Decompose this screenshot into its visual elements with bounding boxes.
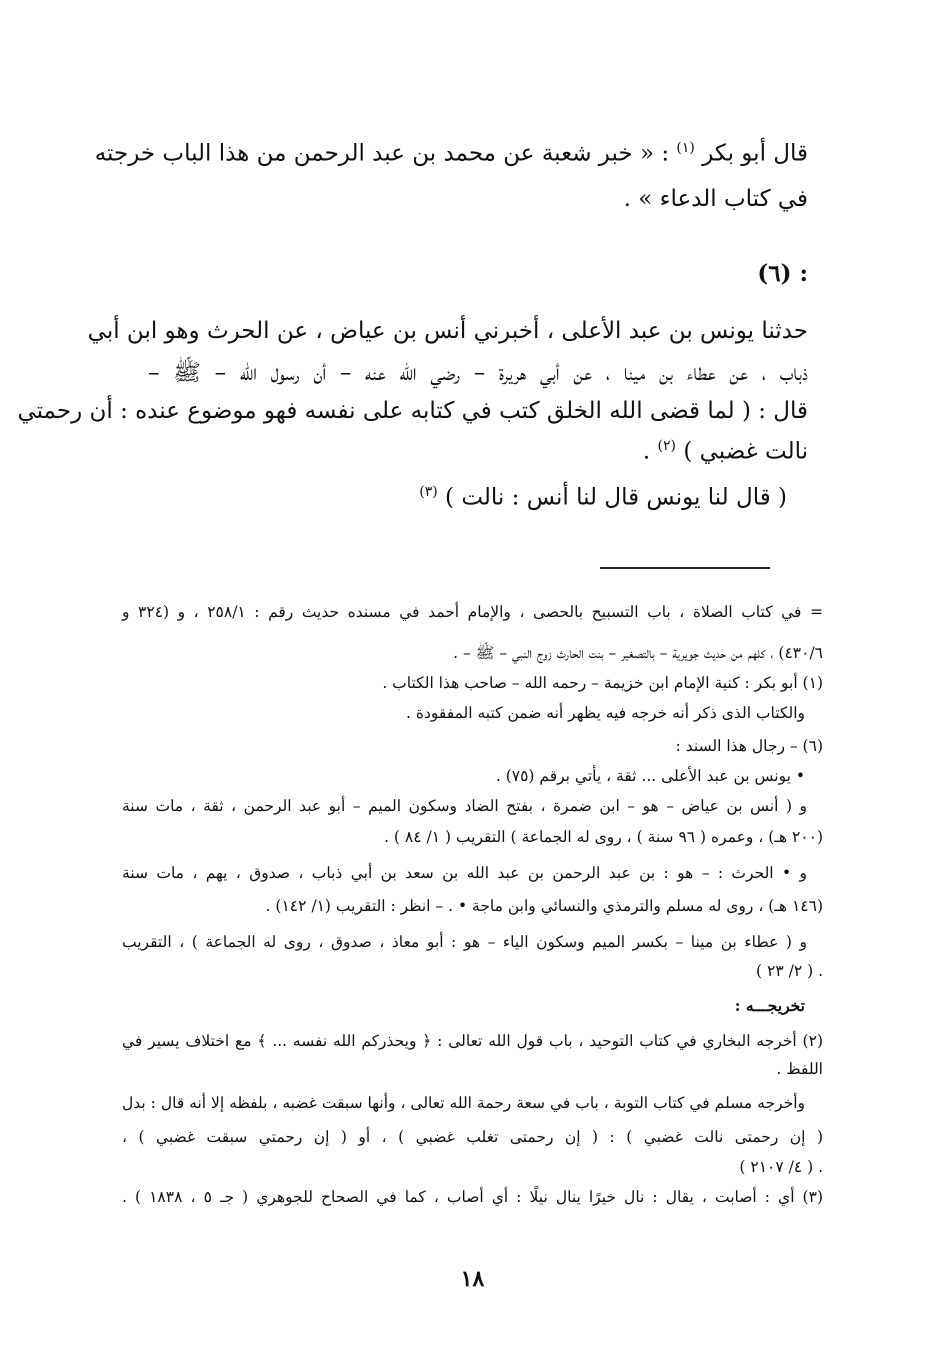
- text: نالت غضبي ): [683, 438, 808, 465]
- footnote-line: ٤٣٠/٦) ، كلهم من حديث جويرية – بالتصغير – بنت الحارث زوج النبي – ﷺ – .: [453, 644, 823, 662]
- footnote-line: و • الحرث : – هو : بن عبد الرحمن بن عبد الله بن سعد بن أبي ذباب ، صدوق ، يهم ، مات سنة: [122, 864, 807, 882]
- footnote-line: = في كتاب الصلاة ، باب التسبيح بالحصى ، والإمام أحمد في مسنده حديث رقم : ٢٥٨/١ ، و (٣٢٤ و: [122, 603, 824, 621]
- footnote-line: اللفظ .: [776, 1060, 823, 1078]
- footnote-line: ( إن رحمتى نالت غضبي ) : ( إن رحمتى تغلب غضبي ) ، أو ( إن رحمتي سبقت غضبي ) ،: [122, 1128, 823, 1146]
- footnote-line: . ( ٢/ ٢٣ ): [756, 962, 823, 980]
- paragraph-3-line-1: [419, 484, 787, 511]
- text: .: [642, 438, 651, 465]
- text: : « خبر شعبة عن محمد بن عبد الرحمن من هذا الباب خرجته: [94, 140, 670, 167]
- footnote-ref-2: (٢): [657, 438, 676, 454]
- footnote-ref-1: (١): [676, 140, 695, 156]
- footnote-line: و ( أنس بن عياض – هو – ابن ضمرة ، بفتح الضاد وسكون الميم – أبو عبد الرحمن ، ثقة ، مات سنة: [122, 797, 807, 815]
- hadith-number-heading: : (٦): [757, 260, 808, 287]
- text: قال أبو بكر: [702, 140, 808, 167]
- takhrij-heading: تخريجـــه :: [734, 996, 805, 1015]
- footnote-line: (١٤٦ هـ) ، روى له مسلم والترمذي والنسائي وابن ماجة • . – انظر : التقريب (١/ ١٤٢) .: [265, 897, 823, 915]
- footnote-line: (٣) أي : أصابت ، يقال : نال خيرًا ينال نيلًا : أي أصاب ، كما في الصحاح للجوهري ( جـ ٥ ، ١٨٣٨ ) .: [122, 1188, 823, 1206]
- paragraph-2-line-3: قال : ( لما قضى الله الخلق كتب في كتابه على نفسه فهو موضوع عنده : أن رحمتي: [17, 398, 808, 424]
- footnote-line: و ( عطاء بن مينا – بكسر الميم وسكون الياء – هو : أبو معاذ ، صدوق ، روى له الجماعة ) ، التقريب: [122, 933, 807, 951]
- footnote-line: (٢٠٠ هـ) ، وعمره ( ٩٦ سنة ) ، روى له الجماعة ) التقريب ( ١/ ٨٤ ) .: [384, 828, 823, 846]
- footnote-ref-3b: (٣): [419, 484, 438, 500]
- footnote-line: وأخرجه مسلم في كتاب التوبة ، باب في سعة رحمة الله تعالى ، وأنها سبقت غضبه ، بلفظه إلا أنه قال : بدل: [122, 1094, 805, 1112]
- paragraph-2-line-1: حدثنا يونس بن عبد الأعلى ، أخبرني أنس بن عياض ، عن الحرث وهو ابن أبي: [87, 318, 808, 344]
- footnote-line: (٢) أخرجه البخاري في كتاب التوحيد ، باب قول الله تعالى : ﴿ ويحذركم الله نفسه ... ﴾ مع اختلاف يسير في: [122, 1032, 823, 1050]
- footnote-line: . ( ٤/ ٢١٠٧ ): [739, 1158, 823, 1176]
- footnote-line: والكتاب الذى ذكر أنه خرجه فيه يظهر أنه ضمن كتبه المفقودة .: [406, 704, 805, 722]
- paragraph-1-line-2: في كتاب الدعاء » .: [623, 186, 808, 212]
- paragraph-2-line-4: [643, 438, 808, 465]
- text: ( قال لنا يونس قال لنا أنس : نالت ): [445, 484, 787, 511]
- footnote-line: (٦) – رجال هذا السند :: [675, 737, 823, 755]
- paragraph-1-line-1: [94, 140, 808, 167]
- footnote-line: (١) أبو بكر : كنية الإمام ابن خزيمة – رحمه الله – صاحب هذا الكتاب .: [382, 674, 823, 692]
- paragraph-2-line-2: ذباب ، عن عطاء بن مينا ، عن أبي هريرة – رضي الله عنه – أن رسول الله – ﷺ –: [148, 360, 808, 386]
- footnote-line: • يونس بن عبد الأعلى ... ثقة ، يأتي برقم (٧٥) .: [495, 767, 805, 785]
- page-number: ١٨: [460, 1266, 485, 1292]
- footnote-separator: [600, 567, 770, 569]
